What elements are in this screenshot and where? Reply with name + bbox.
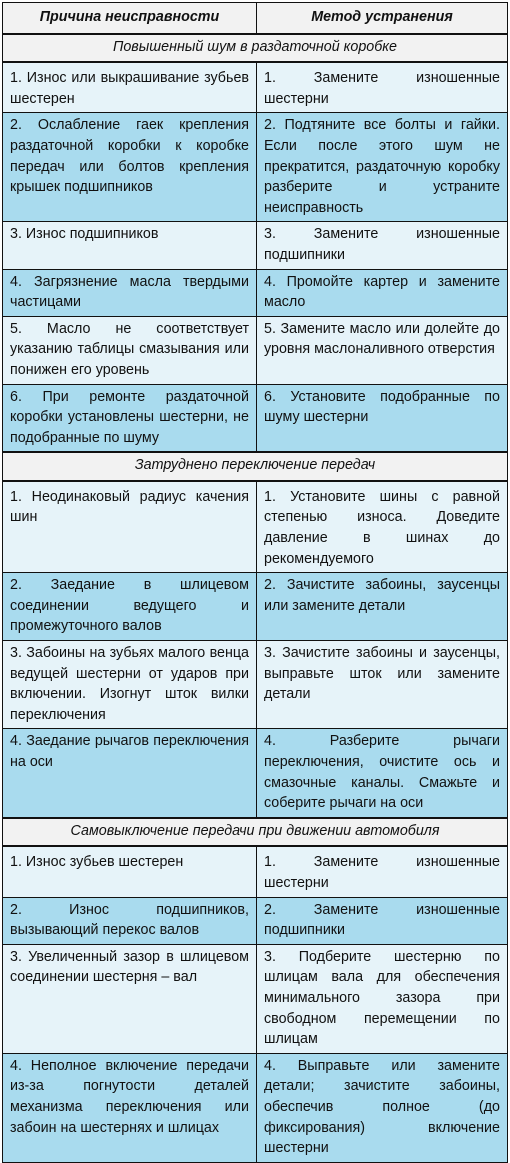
method-cell: 2. Подтяните все болты и гайки. Если после этого шум не прекратится, раздаточную коробку разберите и устраните неисправность: [257, 113, 508, 222]
method-cell: 1. Установите шины с равной степенью износа. Доведите давление в шинах до рекомендуемого: [257, 481, 508, 573]
table-header-row: [3, 3, 508, 34]
table-row: [3, 729, 508, 818]
table-row: [3, 269, 508, 316]
header-cause: Причина неисправности: [3, 3, 257, 34]
table-row: [3, 573, 508, 641]
section-title: Самовыключение передачи при движении автомобиля: [3, 818, 508, 847]
method-cell: 2. Замените изношенные подшипники: [257, 897, 508, 944]
method-cell: 4. Разберите рычаги переключения, очистите ось и смазочные каналы. Смажьте и соберите рычаги на оси: [257, 729, 508, 818]
cause-cell: 1. Неодинаковый радиус качения шин: [3, 481, 257, 573]
cause-cell: 3. Забоины на зубьях малого венца ведущей шестерни от ударов при включении. Изогнут шток вилки переключения: [3, 641, 257, 729]
cause-cell: 1. Износ или выкрашивание зубьев шестерен: [3, 62, 257, 113]
table-row: [3, 316, 508, 384]
table-row: [3, 1053, 508, 1162]
table-row: [3, 113, 508, 222]
method-cell: 3. Замените изношенные подшипники: [257, 222, 508, 269]
method-cell: 5. Замените масло или долейте до уровня маслоналивного отверстия: [257, 316, 508, 384]
table-row: [3, 944, 508, 1053]
cause-cell: 3. Износ подшипников: [3, 222, 257, 269]
table-row: [3, 897, 508, 944]
section-header: [3, 452, 508, 481]
cause-cell: 2. Ослабление гаек крепления раздаточной коробки к коробке передач или болтов крепления крышек подшипников: [3, 113, 257, 222]
troubleshooting-table: [2, 2, 508, 1163]
table-row: [3, 641, 508, 729]
cause-cell: 1. Износ зубьев шестерен: [3, 846, 257, 897]
section-title: Повышенный шум в раздаточной коробке: [3, 34, 508, 63]
cause-cell: 4. Заедание рычагов переключения на оси: [3, 729, 257, 818]
method-cell: 2. Зачистите забоины, заусенцы или замените детали: [257, 573, 508, 641]
section-title: Затруднено переключение передач: [3, 452, 508, 481]
method-cell: 1. Замените изношенные шестерни: [257, 846, 508, 897]
table-row: [3, 222, 508, 269]
method-cell: 4. Промойте картер и замените масло: [257, 269, 508, 316]
cause-cell: 6. При ремонте раздаточной коробки установлены шестерни, не подобранные по шуму: [3, 384, 257, 452]
cause-cell: 2. Износ подшипников, вызывающий перекос валов: [3, 897, 257, 944]
method-cell: 1. Замените изношенные шестерни: [257, 62, 508, 113]
section-header: [3, 818, 508, 847]
method-cell: 3. Зачистите забоины и заусенцы, выправьте шток или замените детали: [257, 641, 508, 729]
method-cell: 3. Подберите шестерню по шлицам вала для обеспечения минимального зазора при свободном перемещении по шлицам: [257, 944, 508, 1053]
table-row: [3, 62, 508, 113]
method-cell: 6. Установите подобранные по шуму шестерни: [257, 384, 508, 452]
table-row: [3, 384, 508, 452]
cause-cell: 2. Заедание в шлицевом соединении ведущего и промежуточного валов: [3, 573, 257, 641]
table-row: [3, 846, 508, 897]
cause-cell: 4. Загрязнение масла твердыми частицами: [3, 269, 257, 316]
cause-cell: 3. Увеличенный зазор в шлицевом соединении шестерня – вал: [3, 944, 257, 1053]
section-header: [3, 34, 508, 63]
cause-cell: 4. Неполное включение передачи из-за погнутости деталей механизма переключения или забоин на шестернях и шлицах: [3, 1053, 257, 1162]
method-cell: 4. Выправьте или замените детали; зачистите забоины, обеспечив полное (до фиксирования) включение шестерни: [257, 1053, 508, 1162]
header-method: Метод устранения: [257, 3, 508, 34]
table-row: [3, 481, 508, 573]
cause-cell: 5. Масло не соответствует указанию таблицы смазывания или понижен его уровень: [3, 316, 257, 384]
